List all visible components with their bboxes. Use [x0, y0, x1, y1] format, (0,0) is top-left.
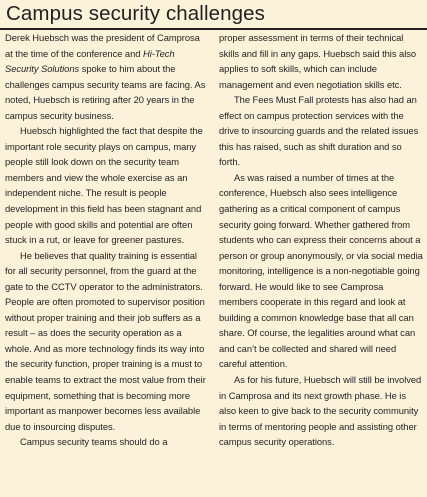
- paragraph-assessment-start: Campus security teams should do a: [20, 436, 168, 448]
- paragraph-future: As for his future, Huebsch will still be involved in Camprosa and its next growth phase. He is also keen to give back to the security community in terms of mentoring people and assisting other campus security operations.: [219, 374, 422, 448]
- left-column: [5, 30, 210, 450]
- article-title: Campus security challenges: [6, 2, 265, 25]
- paragraph-fees-must-fall: The Fees Must Fall protests has also had an effect on campus protection services with the drive to insourcing guards and the related issues this has raised, such as shift duration and so forth.: [219, 94, 419, 168]
- intro-text-after: spoke to him about the challenges campus security teams are facing. As noted, Huebsch is retiring after 20 years in the campus security business.: [5, 63, 206, 121]
- paragraph-intelligence: As was raised a number of times at the conference, Huebsch also sees intelligence gathering as a critical component of campus security going forward. Whether gathered from students who can express their concerns about a person or group anonymously, or via social media monitoring, intelligence is a non-negotiable going forward. He would like to see Camprosa members cooperate in this regard and look at building a common knowledge base that all can share. Of course, the legalities around what can and can’t be collected and shared will need careful attention.: [219, 171, 423, 370]
- intro-text-before: Derek Huebsch was the president of Camprosa at the time of the conference and: [5, 32, 200, 59]
- publication-name: Hi-Tech Security Solutions: [5, 47, 175, 75]
- paragraph-assessment-continued: proper assessment in terms of their technical skills and fill in any gaps. Huebsch said this also applies to soft skills, which can include management and even negotiation skills etc.: [219, 32, 417, 90]
- paragraph-role-perception: Huebsch highlighted the fact that despite the important role security plays on campus, many people still look down on the security team members and view the whole exercise as an independent niche. The result is people development in this field has been stagnant and people with good skills and potential are often stuck in a rut, or leave for greener pastures.: [5, 125, 203, 246]
- paragraph-intro: [5, 30, 210, 123]
- right-column: [219, 30, 423, 450]
- paragraph-training: He believes that quality training is essential for all security personnel, from the guard at the gate to the CCTV operator to the administrators. People are often promoted to supervisor position without proper training and their job suffers as a result – as does the security operation as a whole. And as more technology finds its way into the security function, proper training is a must to enable teams to extract the most value from their equipment, something that is becoming more important as manpower becomes less available due to insourcing disputes.: [5, 249, 206, 432]
